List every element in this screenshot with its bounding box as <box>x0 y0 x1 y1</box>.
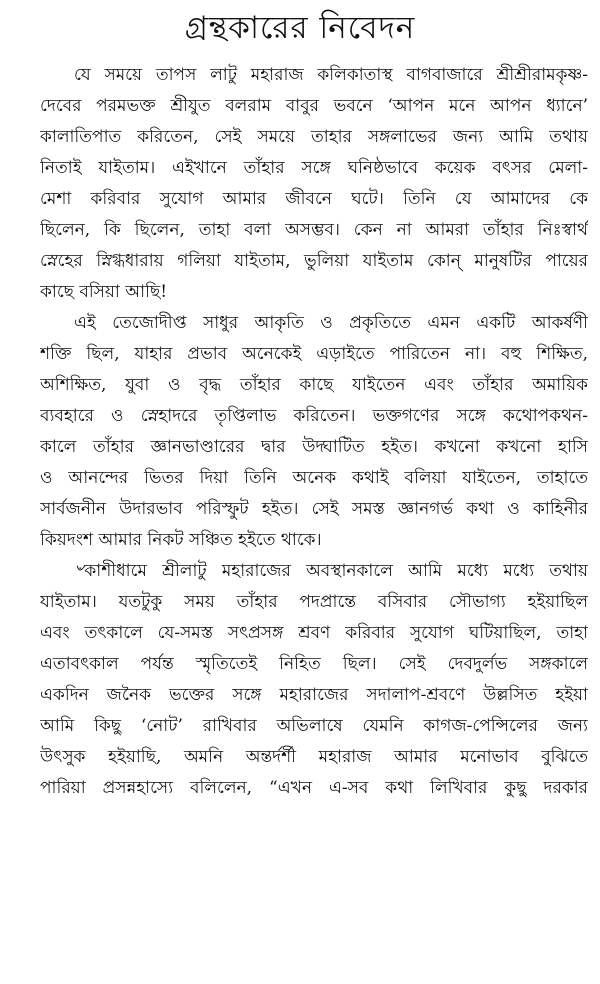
paragraph-2 <box>40 308 588 556</box>
text-line: ও আনন্দের ভিতর দিয়া তিনি অনেক কথাই বলিয়া যাইতেন, তাহাতে <box>40 468 588 488</box>
preface-body <box>40 60 588 804</box>
text-line: ছিলেন, কি ছিলেন, তাহা বলা অসম্ভব। কেন না আমরা তাঁহার নিঃস্বার্থ <box>40 220 588 240</box>
text-line: অশিক্ষিত, যুবা ও বৃদ্ধ তাঁহার কাছে যাইতেন এবং তাঁহার অমায়িক <box>40 375 588 395</box>
text-line: দেবের পরমভক্ত শ্রীযুত বলরাম বাবুর ভবনে ‘আপন মনে আপন ধ্যানে’ <box>40 96 588 116</box>
paragraph-3 <box>40 556 588 804</box>
paragraph-1 <box>40 60 588 308</box>
text-line: যে সময়ে তাপস লাটু মহারাজ কলিকাতাস্থ বাগবাজারে শ্রীশ্রীরামকৃষ্ণ- <box>74 65 588 85</box>
text-line: পারিয়া প্রসন্নহাস্যে বলিলেন, “এখন এ-সব কথা লিখিবার কুছু দরকার <box>40 778 588 798</box>
text-line: নিতাই যাইতাম। এইখানে তাঁহার সঙ্গে ঘনিষ্ঠভাবে কয়েক বৎসর মেলা- <box>40 158 588 178</box>
text-line: শক্তি ছিল, যাহার প্রভাব অনেকেই এড়াইতে পারিতেন না। বহু শিক্ষিত, <box>40 344 588 364</box>
text-line: কাছে বসিয়া আছি! <box>40 282 168 302</box>
text-line: কিয়দংশ আমার নিকট সঞ্চিত হইতে থাকে। <box>40 530 322 550</box>
text-line: এই তেজোদীপ্ত সাধুর আকৃতি ও প্রকৃতিতে এমন একটি আকর্ষণী <box>74 313 588 333</box>
text-line: কালাতিপাত করিতেন, সেই সময়ে তাহার সঙ্গলাভের জন্য আমি তথায় <box>40 127 588 147</box>
text-line: এতাবৎকাল পর্যন্ত স্মৃতিতেই নিহিত ছিল। সেই দেবদুর্লভ সঙ্গকালে <box>40 654 588 674</box>
text-line: আমি কিছু ‘নোট’ রাখিবার অভিলাষে যেমনি কাগজ-পেন্সিলের জন্য <box>40 716 588 736</box>
text-line: ৺কাশীধামে শ্রীলাটু মহারাজের অবস্থানকালে আমি মধ্যে মধ্যে তথায় <box>74 561 588 581</box>
page-heading: গ্রন্থকারের নিবেদন <box>184 10 416 46</box>
text-line: ব্যবহারে ও স্নেহাদরে তৃপ্তিলাভ করিতেন। ভক্তগণের সঙ্গে কথোপকথন- <box>40 406 588 426</box>
text-line: স্নেহের স্নিগ্ধধারায় গলিয়া যাইতাম, ভুলিয়া যাইতাম কোন্ মানুষটির পায়ের <box>40 251 588 271</box>
text-line: সার্বজনীন উদারভাব পরিস্ফুট হইত। সেই সমস্ত জ্ঞানগর্ভ কথা ও কাহিনীর <box>40 499 588 519</box>
text-line: উৎসুক হইয়াছি, অমনি অন্তর্দর্শী মহারাজ আমার মনোভাব বুঝিতে <box>40 747 588 767</box>
text-line: যাইতাম। যতটুকু সময় তাঁহার পদপ্রান্তে বসিবার সৌভাগ্য হইয়াছিল <box>40 592 588 612</box>
text-line: এবং তৎকালে যে-সমস্ত সৎপ্রসঙ্গ শ্রবণ করিবার সুযোগ ঘটিয়াছিল, তাহা <box>40 623 588 643</box>
text-line: একদিন জনৈক ভক্তের সঙ্গে মহারাজের সদালাপ-শ্রবণে উল্লসিত হইয়া <box>40 685 588 705</box>
text-line: মেশা করিবার সুযোগ আমার জীবনে ঘটে। তিনি যে আমাদের কে <box>40 189 588 209</box>
text-line: কালে তাঁহার জ্ঞানভাণ্ডারের দ্বার উদ্ঘাটিত হইত। কখনো কখনো হাসি <box>40 437 588 457</box>
